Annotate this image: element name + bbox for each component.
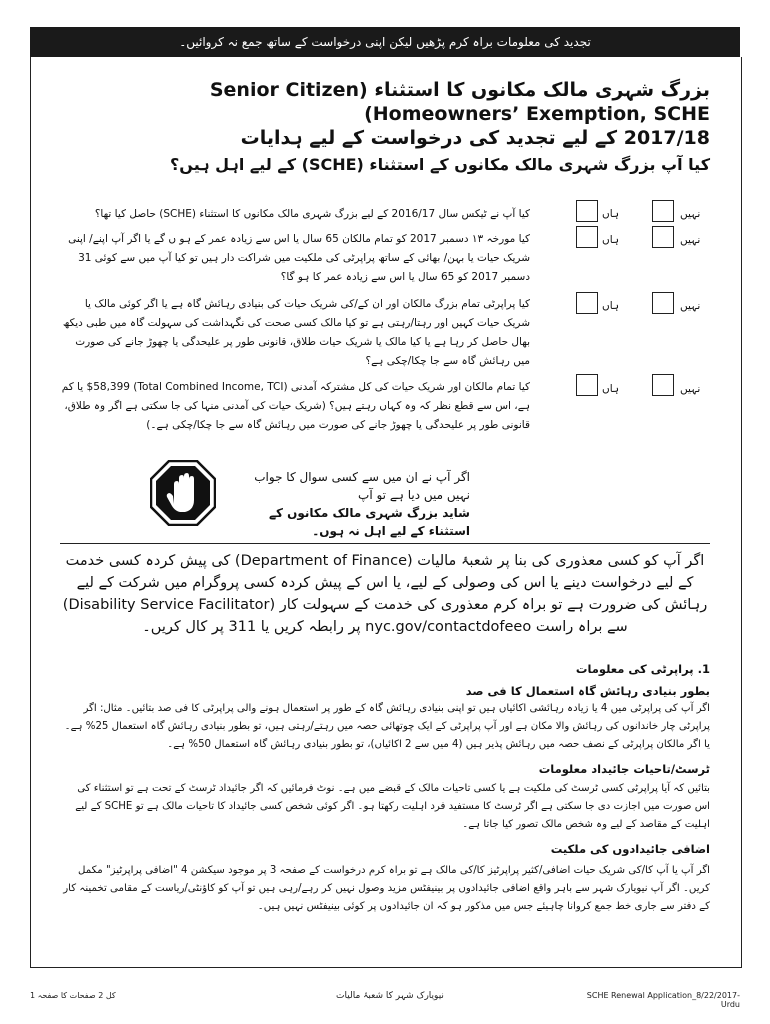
page-number: کل 2 صفحات کا صفحہ 1 — [30, 991, 116, 1000]
no-label-2: نہیں — [680, 234, 701, 246]
stop-notice-line-1: اگر آپ نے ان میں سے کسی سوال کا جواب نہیں میں دیا ہے تو آپ — [254, 470, 470, 502]
no-checkbox-1[interactable] — [652, 200, 674, 222]
stop-notice-line-2: شاید بزرگ شہری مالک مکانوں کے استثناء کے لیے اہل نہ ہوں۔ — [268, 506, 470, 538]
trust-text: بتائیں کہ آیا پراپرٹی کسی ٹرسٹ کی ملکیت ہے یا کسی تاحیات مالک کے قبضے میں ہے۔ نوٹ فرمائیں کہ اگر جائیداد ٹرسٹ کے تحت ہے تو استثناء کی اس صورت میں اجازت دی جا سکتی ہے اگر ٹرسٹ کا مستفید فرد اہلیت رکھتا ہو۔ اگر کوئی شخص کسی جائیداد کا تاحیات مالک ہے تو SCHE کے لیے اہلیت کے مقاصد کے لیے وہ شخص مالک تصور کیا جاتا ہے۔ — [75, 783, 710, 830]
yes-label-2: ہاں — [602, 234, 620, 246]
section-1-number: 1. — [697, 662, 710, 676]
question-1: کیا آپ نے ٹیکس سال 2016/17 کے لیے بزرگ شہری مالک مکانوں کا استثناء (SCHE) حاصل کیا تھا؟ — [94, 208, 530, 220]
yes-checkbox-1[interactable] — [576, 200, 598, 222]
question-2: کیا مورخہ ۱۳ دسمبر 2017 کو تمام مالکان 65 سال یا اس سے زیادہ عمر کے ہو ں گے یا اگر آپ اپنے/ اپنی شریک حیات یا بہن/ بھائی کے ساتھ پراپرٹی کی ملکیت میں شراکت دار ہیں تو کیا آپ میں سے کوئی 31 دسمبر 2017 کو 65 سال یا اس سے زیادہ عمر کا ہو گا؟ — [68, 233, 530, 283]
agency-name: نیویارک شہر کا شعبۂ مالیات — [336, 991, 444, 1001]
additional-properties-heading: اضافی جائیدادوں کی ملکیت — [550, 842, 710, 856]
yes-checkbox-3[interactable] — [576, 292, 598, 314]
section-1-heading — [60, 662, 710, 676]
yes-checkbox-2[interactable] — [576, 226, 598, 248]
question-4: کیا تمام مالکان اور شریک حیات کی کل مشترکہ آمدنی (Total Combined Income, TCI) $58,399 یا کم ہے، اس سے قطع نظر کہ وہ کہاں رہتے ہیں؟ (شریک حیات کی آمدنی منہا کی جا سکتی ہے اگر وہ طلاق، قانونی طور پر علیحدگی یا چھوڑ جانے کی صورت میں رہائش گاہ سے جا چکا/چکی ہے۔) — [61, 381, 530, 431]
no-label-1: نہیں — [680, 208, 701, 220]
trust-heading: ٹرسٹ/تاحیات جائیداد معلومات — [538, 762, 710, 776]
yes-label-3: ہاں — [602, 300, 620, 312]
section-1-title: پراپرٹی کی معلومات — [575, 662, 694, 676]
instructions-banner: تجدید کی معلومات براہ کرم پڑھیں لیکن اپنی درخواست کے ساتھ جمع نہ کروائیں۔ — [30, 27, 740, 57]
stop-hand-icon — [150, 460, 216, 526]
primary-residence-text: اگر آپ کی پراپرٹی میں 4 یا زیادہ رہائشی اکائیاں ہیں تو اپنی بنیادی رہائش گاہ کے طور پر استعمال ہونے والی پراپرٹی کا فی صد بتائیں۔ مثال: اگر پراپرٹی چار خاندانوں کی رہائش والا مکان ہے اور آپ پراپرٹی کے ایک چوتھائی حصہ میں رہتے/رہتی ہیں، تو بطور بنیادی رہائش گاہ استعمال 25% ہے۔ یا اگر مالکان پراپرٹی کے نصف حصہ میں رہائش پذیر ہیں (4 میں سے 2 اکائیاں)، تو بطور بنیادی رہائش گاہ استعمال 50% ہے۔ — [64, 703, 710, 750]
title-line-2: 2017/18 کے لیے تجدید کی درخواست کے لیے ہدایات — [240, 127, 710, 149]
additional-properties-text: اگر آپ یا آپ کا/کی شریک حیات اضافی/کثیر پراپرٹیز کا/کی مالک ہے تو براہ کرم درخواست کے صفحہ 3 پر موجود سیکشن 4 "اضافی پراپرٹیز" مکمل کریں۔ اگر آپ نیویارک شہر سے باہر واقع اضافی جائیدادوں پر بینیفٹس مزید وصول نہیں کر رہے/رہی ہیں تو آپ کو کاؤنٹی/ریاست کے مقامی تخمینہ کار کے دفتر سے جاری خط جمع کروانا چاہیئے جس میں مذکور ہو کہ ان جائیدادوں پر کوئی بینیفٹس نہیں ہیں۔ — [63, 865, 710, 912]
disability-notice: اگر آپ کو کسی معذوری کی بنا پر شعبۂ مالیات (Department of Finance) کی پیش کردہ کسی خدمت کے لیے درخواست دینے یا اس کی وصولی کے لیے، یا اس کے پیش کردہ کسی پروگرام میں شرکت کے لیے رہائش کی ضرورت ہے تو براہ کرم معذوری کی خدمت کے سہولت کار (Disability Service Facilitator) سے براہ راست nyc.gov/contactdofeeo پر رابطہ کریں یا 311 پر کال کریں۔ — [62, 553, 708, 635]
no-checkbox-2[interactable] — [652, 226, 674, 248]
yes-checkbox-4[interactable] — [576, 374, 598, 396]
form-id: SCHE Renewal Application_8/22/2017-Urdu — [586, 991, 740, 1009]
page-title — [60, 78, 710, 150]
no-checkbox-4[interactable] — [652, 374, 674, 396]
primary-residence-heading: بطور بنیادی رہائش گاہ استعمال کا فی صد — [465, 684, 710, 698]
section-divider — [60, 543, 710, 544]
eligibility-heading: کیا آپ بزرگ شہری مالک مکانوں کے استثناء (SCHE) کے لیے اہل ہیں؟ — [170, 155, 710, 174]
stop-notice — [240, 468, 470, 540]
question-3: کیا پراپرٹی تمام بزرگ مالکان اور ان کے/کی شریک حیات کی بنیادی رہائش گاہ ہے یا اگر کوئی مالک یا شریک حیات کہیں اور رہتا/رہتی ہے تو کیا مالک کسی صحت کی نگہداشت کی سہولت گاہ میں طبی دیکھ بھال حاصل کر رہا ہے یا کیا مالک یا شریک حیات طلاق، قانونی طور پر علیحدگی یا چھوڑ جانے کی صورت میں رہائش گاہ سے جا چکا/چکی ہے؟ — [62, 298, 530, 367]
title-line-1: بزرگ شہری مالک مکانوں کا استثناء (Senior Citizen Homeowners’ Exemption, SCHE) — [209, 79, 710, 125]
no-label-3: نہیں — [680, 300, 701, 312]
yes-label-1: ہاں — [602, 208, 620, 220]
yes-label-4: ہاں — [602, 383, 620, 395]
no-label-4: نہیں — [680, 383, 701, 395]
no-checkbox-3[interactable] — [652, 292, 674, 314]
